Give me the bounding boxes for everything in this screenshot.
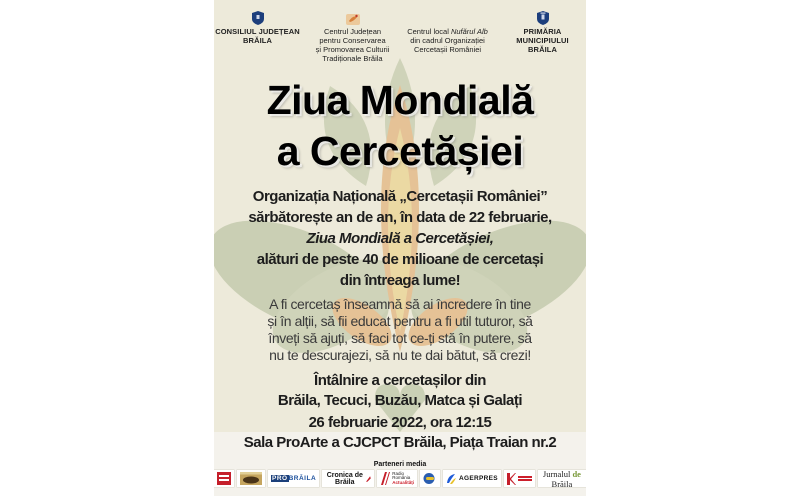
org-line: Centrul local Nufărul Alb — [407, 27, 488, 36]
cjcpct-logo-icon — [309, 8, 396, 25]
partners-label: Parteneri media — [373, 461, 427, 468]
intro-paragraph — [214, 186, 586, 291]
consiliul-judetean-shield-icon — [214, 8, 301, 25]
sepia-photo-icon — [240, 472, 262, 485]
cronica-de-braila-logo — [322, 470, 374, 487]
org-line: și Promovarea Culturii — [315, 45, 390, 54]
text-line: Sala ProArte a CJCPCT Brăila, Piața Traian nr.2 — [243, 434, 557, 451]
org-line: Cercetașii României — [413, 45, 482, 54]
org-line: pentru Conservarea — [319, 36, 386, 45]
text-line: A fi cercetaș înseamnă să ai încredere în tine — [269, 296, 531, 312]
quote-paragraph — [214, 296, 586, 364]
blue-badge-icon — [423, 472, 437, 485]
scout-day-poster — [214, 0, 586, 496]
jurnalul-de-braila-logo — [538, 470, 586, 487]
text-line: din întreaga lume! — [339, 272, 461, 289]
radio-actualitati-text: Radio România Actualități — [392, 470, 414, 485]
schedule-paragraph — [214, 413, 586, 453]
radio-red-logo — [504, 470, 535, 487]
org-consiliul-judetean — [214, 8, 301, 63]
red-pen-icon — [366, 475, 371, 483]
sepia-photo-logo — [237, 470, 265, 487]
text-line: și în alții, să fii educat pentru a fi util tuturor, să — [267, 313, 533, 329]
text-line: nu te descurajezi, să nu te dai bătut, să crezi! — [269, 347, 531, 363]
partner-logos-row — [214, 470, 586, 487]
org-line: CONSILIUL JUDEȚEAN — [215, 27, 300, 36]
agerpres-text: AGERPRES — [458, 475, 498, 482]
red-text-bars — [518, 476, 532, 481]
org-line: BRĂILA — [243, 36, 272, 45]
red-masthead-icon — [217, 472, 231, 485]
text-line: alături de peste 40 de milioane de cercetași — [256, 251, 544, 268]
org-line: BRĂILA — [528, 45, 557, 54]
org-name-italic: Nufărul Alb — [450, 27, 488, 36]
text-line: 26 februarie 2022, ora 12:15 — [308, 414, 492, 431]
title-line-2: a Cercetășiei — [276, 128, 524, 174]
org-line: PRIMĂRIA MUNICIPIULUI — [516, 27, 569, 45]
probraila-text: PROBRĂILA — [272, 475, 317, 482]
org-line: Centrul Județean — [323, 27, 382, 36]
org-centrul-local-nufarul-alb — [404, 8, 491, 63]
poster-title — [214, 75, 586, 177]
probraila-logo — [268, 470, 319, 487]
jurnalul-text: Jurnalul de Brăila — [542, 468, 581, 489]
header-organizations — [214, 0, 586, 63]
radio-romania-actualitati-logo — [377, 470, 417, 487]
agerpres-logo — [443, 470, 501, 487]
org-cjcpct — [309, 8, 396, 63]
newspaper-red-logo — [214, 470, 234, 487]
text-line: Organizația Națională „Cercetașii României” — [252, 188, 548, 205]
title-line-1: Ziua Mondială — [266, 77, 534, 123]
text-line: înveți să ajuți, să faci tot ce-ți stă în putere, să — [268, 330, 532, 346]
text-line: Întâlnire a cercetașilor din — [314, 372, 486, 389]
primaria-shield-icon — [499, 8, 586, 25]
text-line-italic: Ziua Mondială a Cercetășiei, — [306, 230, 494, 247]
cronica-text: Cronica de Brăila — [326, 471, 363, 486]
poster-content — [214, 0, 586, 453]
text-line: sărbătorește an de an, în data de 22 februarie, — [248, 209, 552, 226]
header-spacer — [404, 8, 491, 25]
org-primaria-braila — [499, 8, 586, 63]
red-mark-icon — [507, 473, 516, 485]
partners-section — [214, 461, 586, 487]
text-line: Brăila, Tecuci, Buzău, Matca și Galați — [277, 392, 523, 409]
meeting-paragraph — [214, 371, 586, 411]
org-line: Tradiționale Brăila — [322, 54, 383, 63]
agerpres-swirl-icon — [446, 472, 457, 485]
org-line: din cadrul Organizației — [410, 36, 485, 45]
blue-badge-logo — [420, 470, 440, 487]
red-stripes-icon — [380, 472, 390, 485]
